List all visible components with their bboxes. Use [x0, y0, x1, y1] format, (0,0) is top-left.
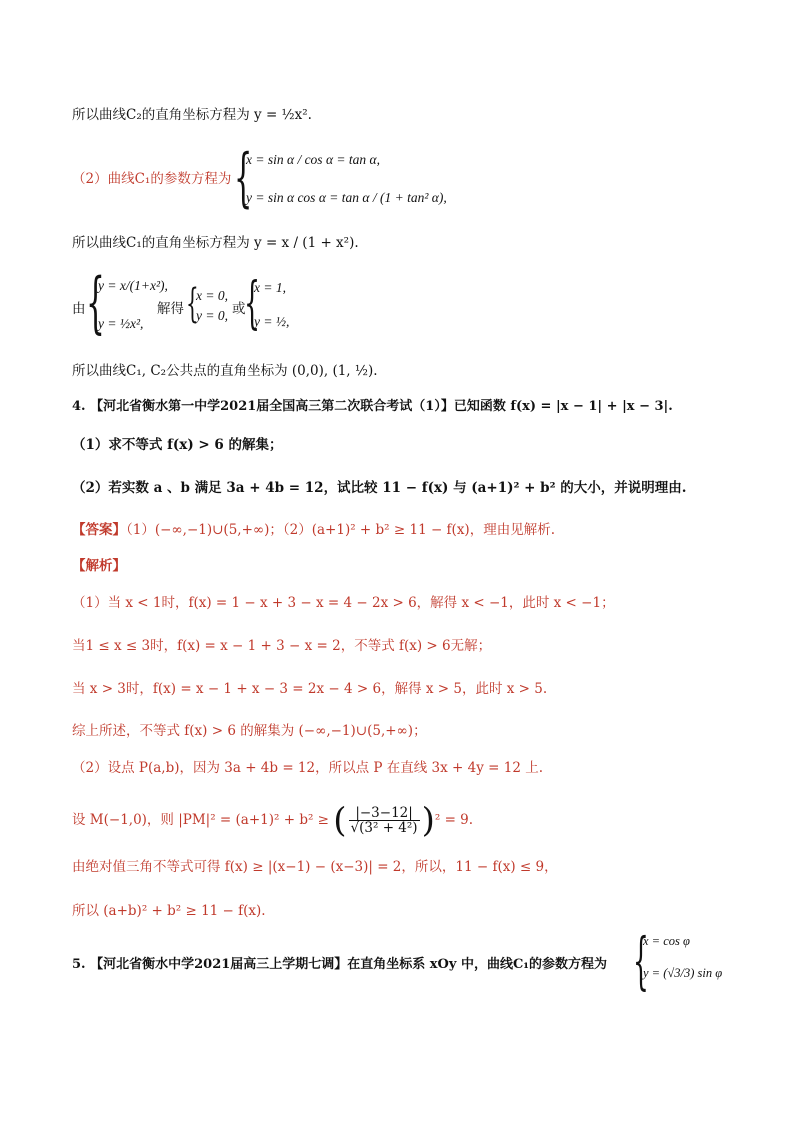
fraction — [349, 806, 420, 835]
solution-line: 当 x > 3时，f(x) = x − 1 + x − 3 = 2x − 4 > 6，解得 x > 5，此时 x > 5. — [72, 681, 548, 697]
text-line: （2）曲线C₁的参数方程为 — [72, 171, 232, 187]
system-line: y = (√3/3) sin φ — [643, 966, 723, 980]
question-title: 5. 【河北省衡水中学2021届高三上学期七调】在直角坐标系 xOy 中，曲线C₁的参数方程为 — [72, 957, 607, 972]
solution-line: 当1 ≤ x ≤ 3时，f(x) = x − 1 + 3 − x = 2，不等式 f(x) > 6无解； — [72, 638, 492, 654]
brace-icon: { — [244, 271, 261, 336]
system-line: y = 0, — [196, 308, 228, 323]
fraction-denominator: √(3² + 4²) — [350, 820, 418, 836]
brace-icon: { — [234, 141, 253, 215]
formula-prefix: 设 M(−1,0)，则 |PM|² = (a+1)² + b² ≥ — [72, 812, 329, 828]
brace-icon: { — [86, 264, 105, 341]
question-title: 4. 【河北省衡水第一中学2021届全国高三第二次联合考试（1）】已知函数 f(x) = |x − 1| + |x − 3|. — [72, 399, 673, 414]
solution-line: （2）设点 P(a,b)，因为 3a + 4b = 12，所以点 P 在直线 3x + 4y = 12 上. — [72, 760, 544, 776]
system-line: x = 1, — [254, 280, 286, 295]
paren-icon: ) — [421, 800, 435, 841]
system-line: y = ½x², — [98, 316, 144, 331]
text-line: 或 — [232, 301, 246, 317]
paren-icon: ( — [333, 800, 347, 841]
analysis-tag: 【解析】 — [72, 558, 126, 574]
text-line: 所以曲线C₂的直角坐标方程为 y = ½x². — [72, 107, 312, 123]
solution-line: 所以 (a+b)² + b² ≥ 11 − f(x). — [72, 903, 266, 919]
fraction-numerator: |−3−12| — [349, 806, 420, 821]
text-line: 解得 — [157, 301, 184, 317]
system-line: y = ½, — [254, 314, 290, 329]
system-line: x = cos φ — [643, 934, 690, 948]
answer-line — [72, 521, 555, 539]
system-line: x = sin α / cos α = tan α, — [246, 152, 380, 167]
solution-line: 由绝对值三角不等式可得 f(x) ≥ |(x−1) − (x−3)| = 2，所以，11 − f(x) ≤ 9， — [72, 859, 558, 875]
system-line: y = x/(1+x²), — [98, 278, 168, 293]
answer-tag: 【答案】 — [72, 522, 126, 538]
solution-line: （1）当 x < 1时，f(x) = 1 − x + 3 − x = 4 − 2x > 6，解得 x < −1，此时 x < −1； — [72, 595, 615, 611]
question-part: （2）若实数 a 、b 满足 3a + 4b = 12，试比较 11 − f(x) 与 (a+1)² + b² 的大小，并说明理由. — [72, 480, 687, 496]
text-line: 所以曲线C₁, C₂公共点的直角坐标为 (0,0), (1, ½). — [72, 363, 378, 379]
solution-line — [72, 800, 474, 841]
system-line: x = 0, — [196, 288, 228, 303]
brace-icon: { — [186, 281, 199, 327]
solution-line: 综上所述，不等式 f(x) > 6 的解集为 (−∞,−1)∪(5,+∞)； — [72, 723, 427, 739]
text-line: 所以曲线C₁的直角坐标方程为 y = x / (1 + x²). — [72, 235, 359, 251]
brace-icon: { — [633, 924, 649, 997]
system-line: y = sin α cos α = tan α / (1 + tan² α), — [246, 190, 447, 205]
answer-body: （1）(−∞,−1)∪(5,+∞)；（2）(a+1)² + b² ≥ 11 − f(x)，理由见解析. — [126, 522, 555, 538]
formula-suffix: ² = 9. — [434, 812, 474, 828]
text-line: 由 — [72, 301, 86, 317]
question-part: （1）求不等式 f(x) > 6 的解集； — [72, 437, 283, 453]
